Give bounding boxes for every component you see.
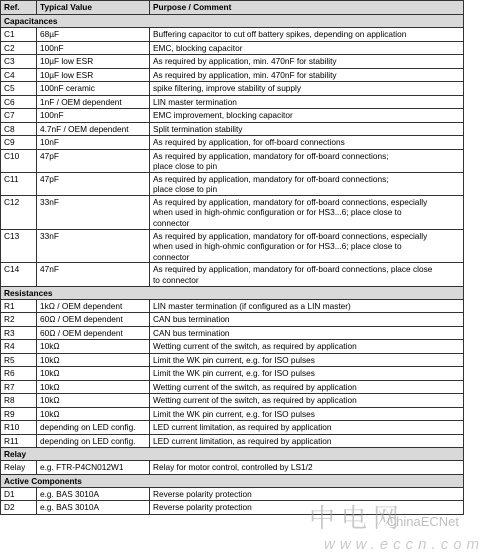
table-row	[1, 353, 464, 367]
ref-cell: Relay	[1, 461, 37, 475]
table-row	[1, 340, 464, 354]
ref-cell: R11	[1, 434, 37, 448]
ref-cell: C8	[1, 122, 37, 136]
ref-cell: C11	[1, 172, 37, 195]
purpose-cell: Wetting current of the switch, as required by application	[150, 394, 464, 408]
purpose-cell: CAN bus termination	[150, 326, 464, 340]
table-row	[1, 380, 464, 394]
purpose-cell: As required by application, for off-board connections	[150, 136, 464, 150]
purpose-cell: As required by application, mandatory for off-board connections; place close to pin	[150, 172, 464, 195]
section-header-row	[1, 286, 464, 299]
ref-cell: R10	[1, 421, 37, 435]
purpose-cell: LED current limitation, as required by application	[150, 421, 464, 435]
header-purpose: Purpose / Comment	[150, 1, 464, 15]
table-row	[1, 313, 464, 327]
table-row	[1, 263, 464, 286]
ref-cell: C14	[1, 263, 37, 286]
table-row	[1, 501, 464, 515]
purpose-cell: As required by application, min. 470nF for stability	[150, 55, 464, 69]
table-row	[1, 434, 464, 448]
ref-cell: D1	[1, 487, 37, 501]
table-row	[1, 55, 464, 69]
purpose-cell: EMC improvement, blocking capacitor	[150, 109, 464, 123]
ref-cell: C2	[1, 41, 37, 55]
table-row	[1, 299, 464, 313]
section-header-row	[1, 448, 464, 461]
ref-cell: R4	[1, 340, 37, 354]
section-title: Capacitances	[1, 15, 464, 28]
table-row	[1, 487, 464, 501]
table-row	[1, 461, 464, 475]
table-row	[1, 95, 464, 109]
ref-cell: C3	[1, 55, 37, 69]
ref-cell: C7	[1, 109, 37, 123]
table-row	[1, 195, 464, 229]
ref-cell: R3	[1, 326, 37, 340]
value-cell: 10kΩ	[37, 367, 150, 381]
table-row	[1, 326, 464, 340]
table-row	[1, 407, 464, 421]
section-header-row	[1, 474, 464, 487]
value-cell: 4.7nF / OEM dependent	[37, 122, 150, 136]
table-row	[1, 41, 464, 55]
ref-cell: R6	[1, 367, 37, 381]
section-title: Resistances	[1, 286, 464, 299]
value-cell: 1kΩ / OEM dependent	[37, 299, 150, 313]
ref-cell: C9	[1, 136, 37, 150]
purpose-cell: Limit the WK pin current, e.g. for ISO pulses	[150, 407, 464, 421]
value-cell: e.g. BAS 3010A	[37, 501, 150, 515]
purpose-cell: As required by application, mandatory for off-board connections, especially when used in high-ohmic configuration or for HS3...6; place close to connector	[150, 229, 464, 263]
table-row	[1, 109, 464, 123]
value-cell: 100nF	[37, 41, 150, 55]
value-cell: depending on LED config.	[37, 434, 150, 448]
ref-cell: C10	[1, 149, 37, 172]
purpose-cell: LIN master termination	[150, 95, 464, 109]
purpose-cell: As required by application, mandatory for off-board connections, place close to connector	[150, 263, 464, 286]
table-row	[1, 149, 464, 172]
ref-cell: R9	[1, 407, 37, 421]
purpose-cell: Limit the WK pin current, e.g. for ISO pulses	[150, 353, 464, 367]
ref-cell: C6	[1, 95, 37, 109]
purpose-cell: As required by application, mandatory for off-board connections, especially when used in high-ohmic configuration or for HS3...6; place close to connector	[150, 195, 464, 229]
value-cell: 10µF low ESR	[37, 55, 150, 69]
value-cell: e.g. BAS 3010A	[37, 487, 150, 501]
value-cell: 10kΩ	[37, 340, 150, 354]
purpose-cell: CAN bus termination	[150, 313, 464, 327]
purpose-cell: Reverse polarity protection	[150, 487, 464, 501]
ref-cell: D2	[1, 501, 37, 515]
table-row	[1, 28, 464, 42]
value-cell: 47pF	[37, 149, 150, 172]
purpose-cell: Relay for motor control, controlled by LS1/2	[150, 461, 464, 475]
table-body	[1, 15, 464, 515]
value-cell: 47pF	[37, 172, 150, 195]
value-cell: 100nF	[37, 109, 150, 123]
value-cell: 10µF low ESR	[37, 68, 150, 82]
ref-cell: R1	[1, 299, 37, 313]
section-title: Active Components	[1, 474, 464, 487]
table-row	[1, 136, 464, 150]
value-cell: e.g. FTR-P4CN012W1	[37, 461, 150, 475]
table-header-row	[1, 1, 464, 15]
ref-cell: C4	[1, 68, 37, 82]
value-cell: 47nF	[37, 263, 150, 286]
ref-cell: C12	[1, 195, 37, 229]
watermark-cn: 中电网	[309, 504, 406, 534]
value-cell: 68µF	[37, 28, 150, 42]
table-row	[1, 394, 464, 408]
purpose-cell: spike filtering, improve stability of supply	[150, 82, 464, 96]
table-row	[1, 229, 464, 263]
ref-cell: R2	[1, 313, 37, 327]
value-cell: 10kΩ	[37, 380, 150, 394]
purpose-cell: Wetting current of the switch, as required by application	[150, 380, 464, 394]
table-row	[1, 122, 464, 136]
header-ref: Ref.	[1, 1, 37, 15]
value-cell: 60Ω / OEM dependent	[37, 313, 150, 327]
value-cell: 1nF / OEM dependent	[37, 95, 150, 109]
ref-cell: R8	[1, 394, 37, 408]
table-row	[1, 68, 464, 82]
table-row	[1, 82, 464, 96]
value-cell: 10kΩ	[37, 407, 150, 421]
purpose-cell: As required by application, min. 470nF for stability	[150, 68, 464, 82]
section-header-row	[1, 15, 464, 28]
purpose-cell: Reverse polarity protection	[150, 501, 464, 515]
value-cell: 10nF	[37, 136, 150, 150]
purpose-cell: LIN master termination (if configured as a LIN master)	[150, 299, 464, 313]
value-cell: 10kΩ	[37, 394, 150, 408]
value-cell: 100nF ceramic	[37, 82, 150, 96]
ref-cell: C1	[1, 28, 37, 42]
section-title: Relay	[1, 448, 464, 461]
purpose-cell: As required by application, mandatory for off-board connections; place close to pin	[150, 149, 464, 172]
purpose-cell: Limit the WK pin current, e.g. for ISO pulses	[150, 367, 464, 381]
table-row	[1, 172, 464, 195]
header-typical-value: Typical Value	[37, 1, 150, 15]
ref-cell: R7	[1, 380, 37, 394]
purpose-cell: Wetting current of the switch, as required by application	[150, 340, 464, 354]
purpose-cell: EMC, blocking capacitor	[150, 41, 464, 55]
value-cell: 33nF	[37, 195, 150, 229]
watermark-url: www.eccn.com	[324, 536, 484, 553]
watermark-site: ChinaECNet	[386, 514, 459, 529]
value-cell: 33nF	[37, 229, 150, 263]
ref-cell: C13	[1, 229, 37, 263]
value-cell: depending on LED config.	[37, 421, 150, 435]
purpose-cell: LED current limitation, as required by application	[150, 434, 464, 448]
purpose-cell: Buffering capacitor to cut off battery spikes, depending on application	[150, 28, 464, 42]
value-cell: 10kΩ	[37, 353, 150, 367]
table-row	[1, 421, 464, 435]
ref-cell: R5	[1, 353, 37, 367]
table-row	[1, 367, 464, 381]
purpose-cell: Split termination stability	[150, 122, 464, 136]
value-cell: 60Ω / OEM dependent	[37, 326, 150, 340]
ref-cell: C5	[1, 82, 37, 96]
